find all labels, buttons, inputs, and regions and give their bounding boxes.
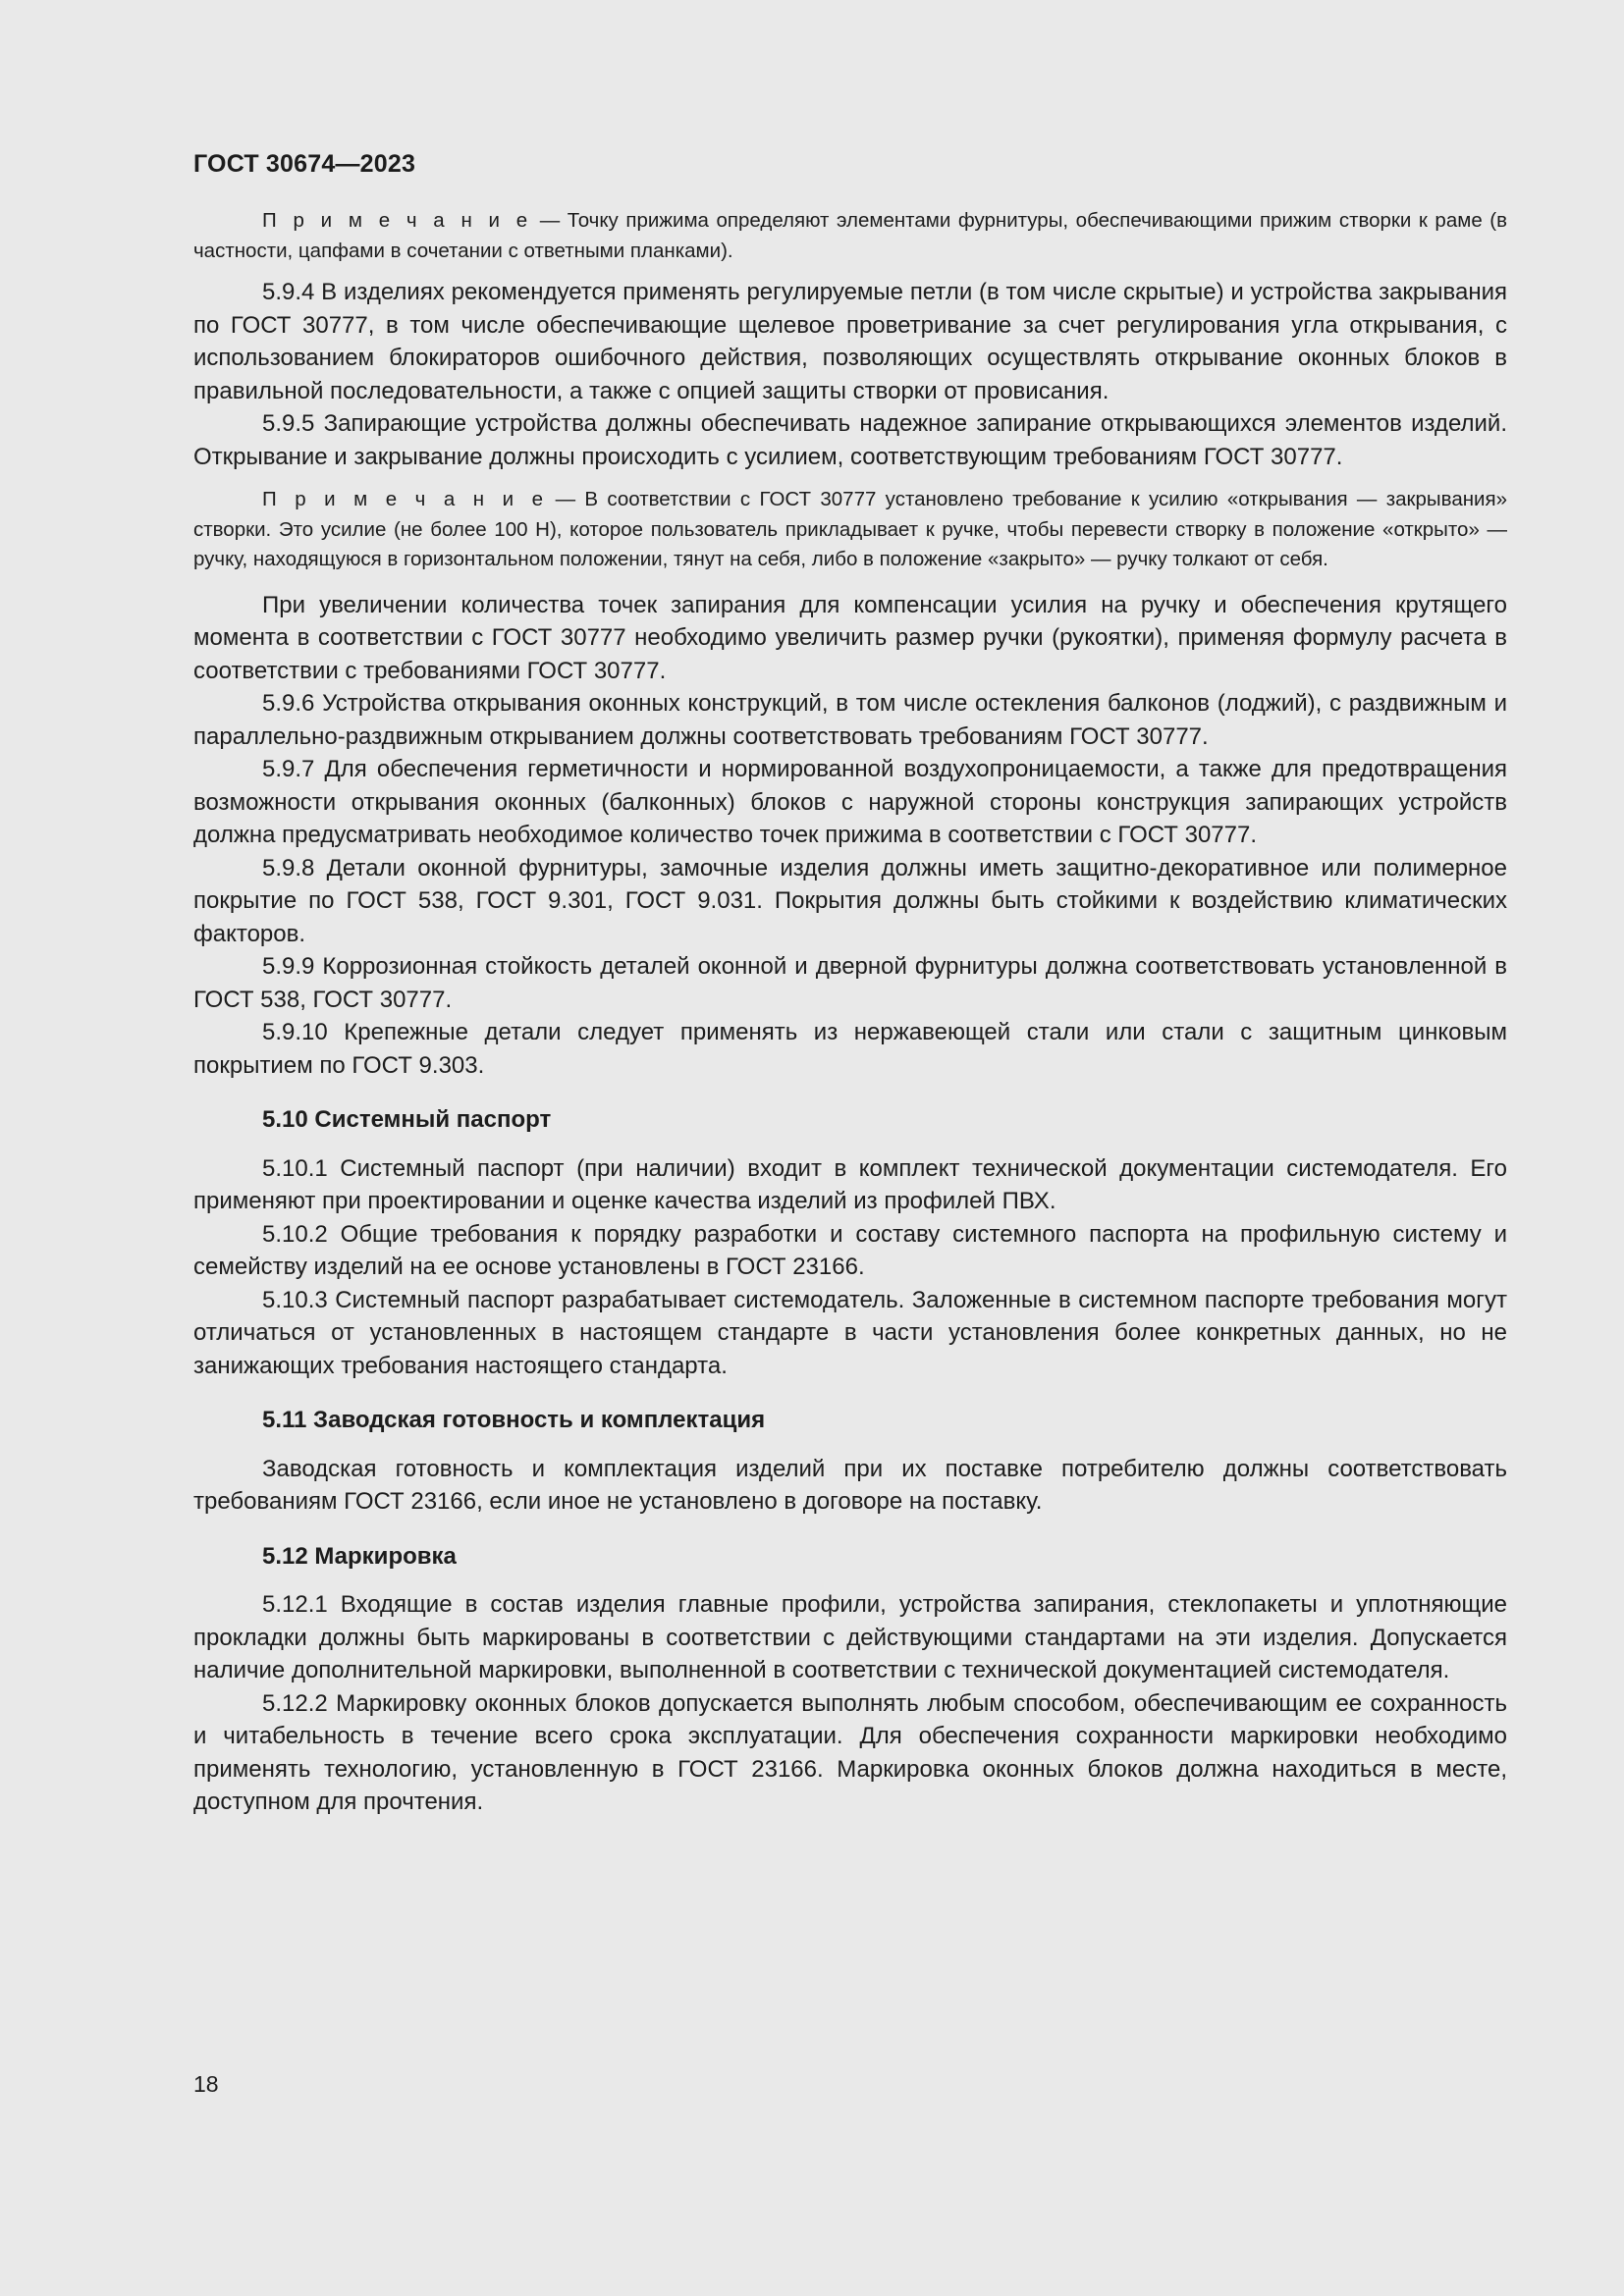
clause-5-12-2: 5.12.2 Маркировку оконных блоков допускается выполнять любым способом, обеспечивающим ее сохранность и читабельность в течение всего срока эксплуатации. Для обеспечения сохранности маркировки необходимо применять технологию, установленную в ГОСТ 23166. Маркировка оконных блоков должна находиться в месте, доступном для прочтения. xyxy=(193,1689,1507,1815)
note-text: — В соответствии с ГОСТ 30777 установлено требование к усилию «открывания — закрывания» створки. Это усилие (не более 100 Н), которое пользователь прикладывает к ручке, чтобы перевести створку в положение «открыто» — ручку, находящуюся в горизонтальном положении, тянут на себя, либо в положение «закрыто» — ручку толкают от себя. xyxy=(193,488,1507,570)
clause-5-9-5: 5.9.5 Запирающие устройства должны обеспечивать надежное запирание открывающихся элементов изделий. Открывание и закрывание должны происходить с усилием, соответствующим требованиям ГОСТ 30777. xyxy=(193,410,1507,470)
clause-5-10-1: 5.10.1 Системный паспорт (при наличии) входит в комплект технической документации системодателя. Его применяют при проектировании и оценке качества изделий из профилей ПВХ. xyxy=(193,1154,1507,1214)
note-label: П р и м е ч а н и е xyxy=(262,488,548,510)
clause-5-9-10: 5.9.10 Крепежные детали следует применять из нержавеющей стали или стали с защитным цинковым покрытием по ГОСТ 9.303. xyxy=(193,1019,1507,1079)
standard-code-header: ГОСТ 30674—2023 xyxy=(193,150,416,178)
clause-5-9-9: 5.9.9 Коррозионная стойкость деталей оконной и дверной фурнитуры должна соответствовать установленной в ГОСТ 538, ГОСТ 30777. xyxy=(193,953,1507,1013)
clause-5-9-4: 5.9.4 В изделиях рекомендуется применять регулируемые петли (в том числе скрытые) и устройства закрывания по ГОСТ 30777, в том числе обеспечивающие щелевое проветривание за счет регулирования угла открывания, с использованием блокираторов ошибочного действия, позволяющих осуществлять открывание оконных блоков в правильной последовательности, а также с опцией защиты створки от провисания. xyxy=(193,279,1507,404)
clause-5-11: Заводская готовность и комплектация изделий при их поставке потребителю должны соответствовать требованиям ГОСТ 23166, если иное не установлено в договоре на поставку. xyxy=(193,1455,1507,1515)
clause-5-9-7: 5.9.7 Для обеспечения герметичности и нормированной воздухопроницаемости, а также для предотвращения возможности открывания оконных (балконных) блоков с наружной стороны конструкция запирающих устройств должна предусматривать необходимое количество точек прижима в соответствии с ГОСТ 30777. xyxy=(193,756,1507,848)
clause-5-10-2: 5.10.2 Общие требования к порядку разработки и составу системного паспорта на профильную систему и семейству изделий на ее основе установлены в ГОСТ 23166. xyxy=(193,1220,1507,1280)
note-paragraph xyxy=(193,206,1507,266)
note-paragraph xyxy=(193,485,1507,575)
section-heading-5-11: 5.11 Заводская готовность и комплектация xyxy=(262,1407,766,1433)
section-heading-5-10: 5.10 Системный паспорт xyxy=(262,1106,552,1133)
clause-5-12-1: 5.12.1 Входящие в состав изделия главные профили, устройства запирания, стеклопакеты и уплотняющие прокладки должны быть маркированы в соответствии с действующими стандартами на эти изделия. Допускается наличие дополнительной маркировки, выполненной в соответствии с технической документацией системодателя. xyxy=(193,1591,1507,1683)
clause-locking-points: При увеличении количества точек запирания для компенсации усилия на ручку и обеспечения крутящего момента в соответствии с ГОСТ 30777 необходимо увеличить размер ручки (рукоятки), применяя формулу расчета в соответствии с требованиями ГОСТ 30777. xyxy=(193,591,1507,684)
section-heading-5-12: 5.12 Маркировка xyxy=(262,1542,457,1570)
clause-5-10-3: 5.10.3 Системный паспорт разрабатывает системодатель. Заложенные в системном паспорте требования могут отличаться от установленных в настоящем стандарте в части установления более конкретных данных, но не занижающих требования настоящего стандарта. xyxy=(193,1286,1507,1379)
clause-5-9-8: 5.9.8 Детали оконной фурнитуры, замочные изделия должны иметь защитно-декоративное или полимерное покрытие по ГОСТ 538, ГОСТ 9.301, ГОСТ 9.031. Покрытия должны быть стойкими к воздействию климатических факторов. xyxy=(193,854,1507,947)
page-number: 18 xyxy=(193,2071,219,2097)
clause-5-9-6: 5.9.6 Устройства открывания оконных конструкций, в том числе остекления балконов (лоджий), с раздвижным и параллельно-раздвижным открыванием должны соответствовать требованиям ГОСТ 30777. xyxy=(193,690,1507,750)
note-label: П р и м е ч а н и е xyxy=(262,209,532,232)
note-text: — Точку прижима определяют элементами фурнитуры, обеспечивающими прижим створки к раме (в частности, цапфами в сочетании с ответными планками). xyxy=(193,209,1507,262)
